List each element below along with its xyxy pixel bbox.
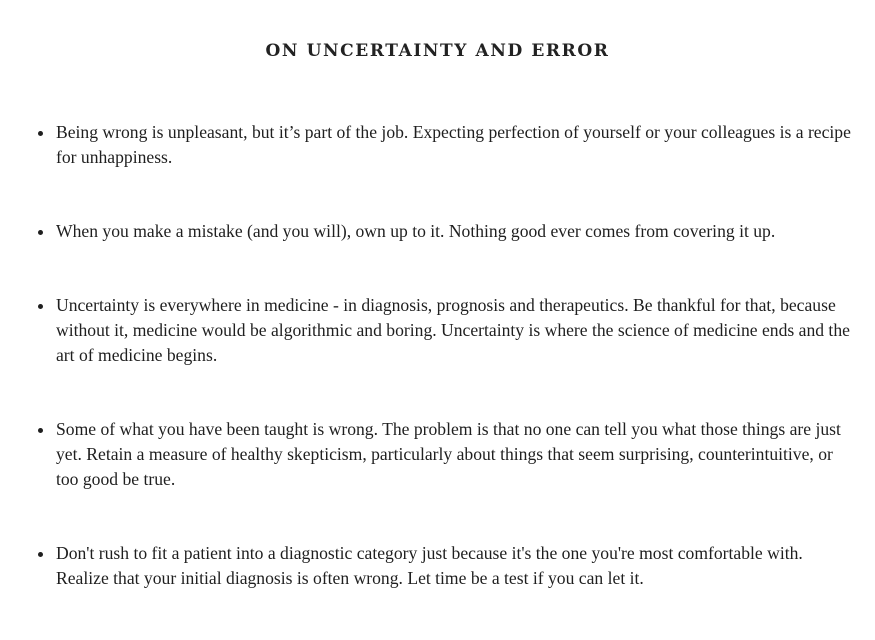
- list-item-text: Some of what you have been taught is wrong. The problem is that no one can tell you what those things are just yet. Retain a measure of healthy skepticism, particularly about things that seem surprising, counterintuitive, or too good be true.: [56, 419, 841, 489]
- list-item-text: Uncertainty is everywhere in medicine - in diagnosis, prognosis and therapeutics. Be thankful for that, because without it, medicine would be algorithmic and boring. Uncertainty is where the science of medicine ends and the art of medicine begins.: [56, 295, 850, 365]
- list-item: [0, 541, 875, 591]
- list-item: [0, 120, 875, 170]
- list-item: [0, 293, 875, 368]
- bullet-icon: [38, 131, 43, 136]
- bullet-icon: [38, 230, 43, 235]
- list-item: [0, 417, 875, 492]
- bullet-icon: [38, 428, 43, 433]
- bullet-icon: [38, 304, 43, 309]
- bullet-icon: [38, 552, 43, 557]
- list-item-text: Being wrong is unpleasant, but it’s part of the job. Expecting perfection of yourself or your colleagues is a recipe for unhappiness.: [56, 122, 851, 167]
- list-item: [0, 219, 875, 244]
- bullet-list: [0, 120, 875, 640]
- list-item-text: When you make a mistake (and you will), own up to it. Nothing good ever comes from covering it up.: [56, 221, 776, 241]
- page-title: ON UNCERTAINTY AND ERROR: [265, 41, 610, 61]
- list-item-text: Don't rush to fit a patient into a diagnostic category just because it's the one you're most comfortable with. Realize that your initial diagnosis is often wrong. Let time be a test if you can let it.: [56, 543, 803, 588]
